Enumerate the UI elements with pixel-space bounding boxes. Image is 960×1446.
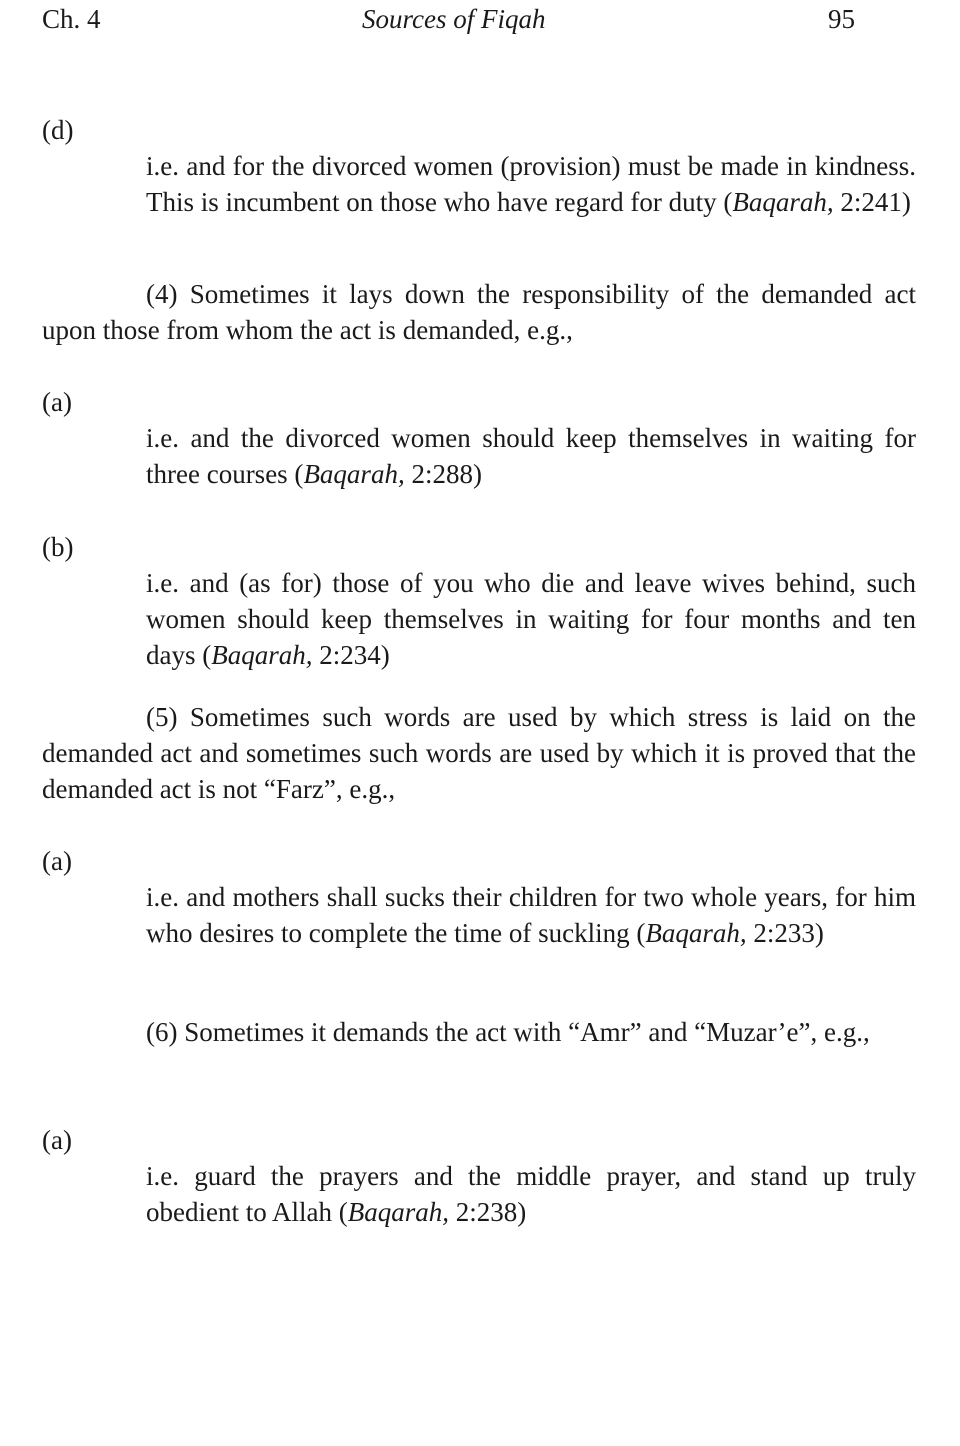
translation-text: i.e. guard the prayers and the middle prayer, and stand up truly obedient to Allah ( — [146, 1161, 916, 1227]
translation-text: i.e. and (as for) those of you who die and leave wives behind, such women should keep themselves in waiting for four months and ten days ( — [146, 568, 916, 670]
translation-text: i.e. and the divorced women should keep themselves in waiting for three courses ( — [146, 423, 916, 489]
paragraph-6: (6) Sometimes it demands the act with “Amr” and “Muzar’e”, e.g., — [146, 1017, 870, 1047]
paragraph-4: (4) Sometimes it lays down the responsibility of the demanded act upon those from whom the act is demanded, e.g., — [42, 279, 916, 345]
translation-block-4b — [146, 565, 916, 673]
running-title: Sources of Fiqah — [362, 4, 546, 34]
translation-text: i.e. and mothers shall sucks their children for two whole years, for him who desires to complete the time of suckling ( — [146, 882, 916, 948]
citation-verse: 2:288) — [404, 459, 482, 489]
citation-surah: Baqarah, — [732, 187, 834, 217]
citation-verse: 2:234) — [312, 640, 390, 670]
citation-surah: Baqarah, — [347, 1197, 449, 1227]
translation-block-4a — [146, 420, 916, 492]
citation-verse: 2:238) — [448, 1197, 527, 1227]
translation-block-d — [146, 148, 916, 220]
translation-text: i.e. and for the divorced women (provision) must be made in kindness. This is incumbent on those who have regard for duty ( — [146, 151, 916, 217]
item-label-6a: (a) — [42, 1125, 72, 1155]
item-label-d: (d) — [42, 115, 74, 145]
item-label-4b: (b) — [42, 532, 74, 562]
page-header — [0, 0, 960, 44]
translation-block-5a — [146, 879, 916, 951]
item-label-4a: (a) — [42, 387, 72, 417]
paragraph-5: (5) Sometimes such words are used by which stress is laid on the demanded act and sometimes such words are used by which it is proved that the demanded act is not “Farz”, e.g., — [42, 702, 916, 804]
citation-surah: Baqarah, — [211, 640, 313, 670]
citation-verse: 2:241) — [833, 187, 911, 217]
citation-verse: 2:233) — [746, 918, 824, 948]
citation-surah: Baqarah, — [645, 918, 747, 948]
page-number: 95 — [828, 4, 855, 34]
item-label-5a: (a) — [42, 846, 72, 876]
chapter-label: Ch. 4 — [42, 4, 101, 34]
translation-block-6a — [146, 1158, 916, 1230]
citation-surah: Baqarah, — [303, 459, 405, 489]
